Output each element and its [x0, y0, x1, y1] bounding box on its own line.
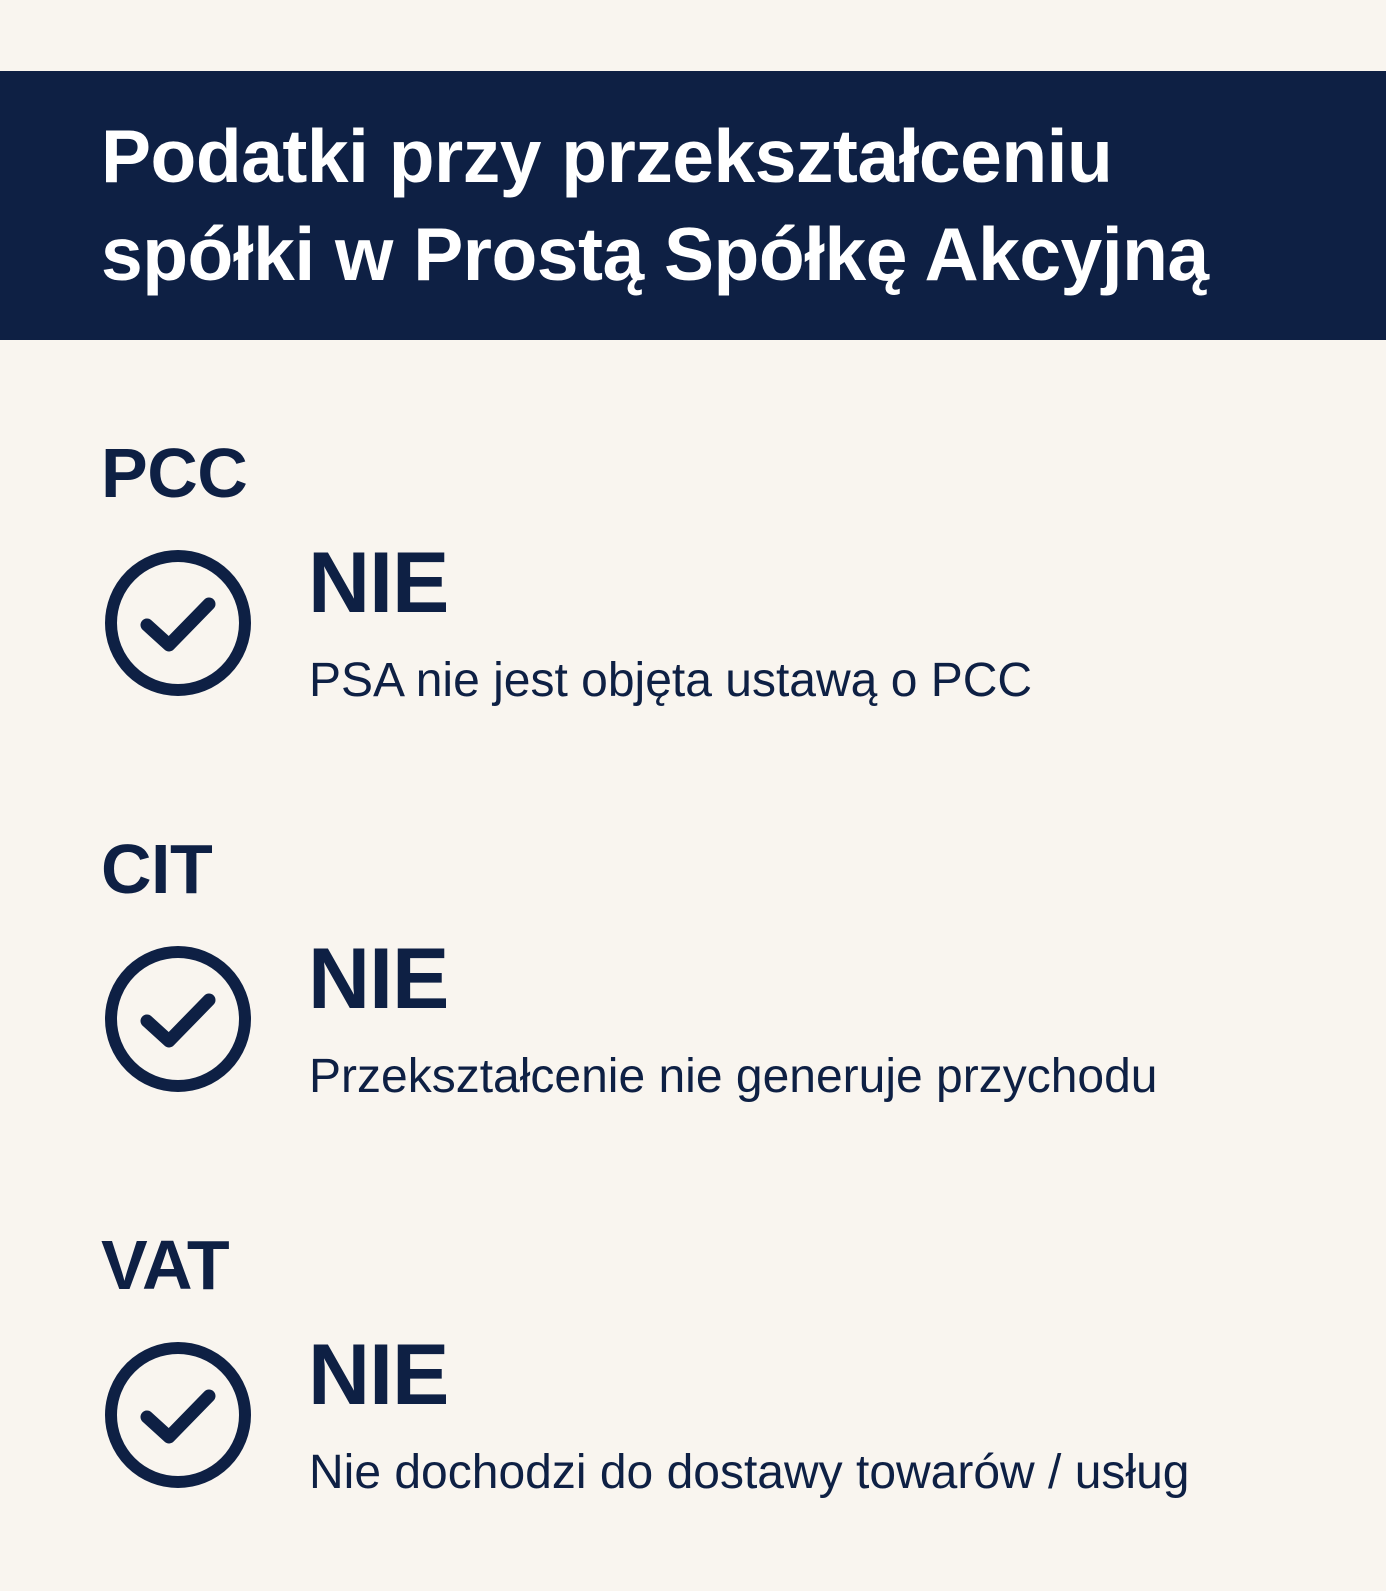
check-circle-icon	[103, 548, 253, 698]
verdict-description: PSA nie jest objęta ustawą o PCC	[309, 654, 1033, 707]
tax-name: CIT	[101, 830, 213, 908]
check-circle-icon	[103, 1340, 253, 1490]
page-title: Podatki przy przekształceniu spółki w Prostą Spółkę Akcyjną	[101, 114, 1209, 296]
header-banner	[0, 71, 1386, 340]
verdict-label: NIE	[308, 1327, 449, 1423]
tax-name: PCC	[101, 434, 248, 512]
verdict-description: Przekształcenie nie generuje przychodu	[309, 1050, 1158, 1103]
verdict-label: NIE	[308, 931, 449, 1027]
tax-name: VAT	[101, 1226, 230, 1304]
check-circle-icon	[103, 944, 253, 1094]
verdict-label: NIE	[308, 535, 449, 631]
verdict-description: Nie dochodzi do dostawy towarów / usług	[309, 1446, 1190, 1499]
